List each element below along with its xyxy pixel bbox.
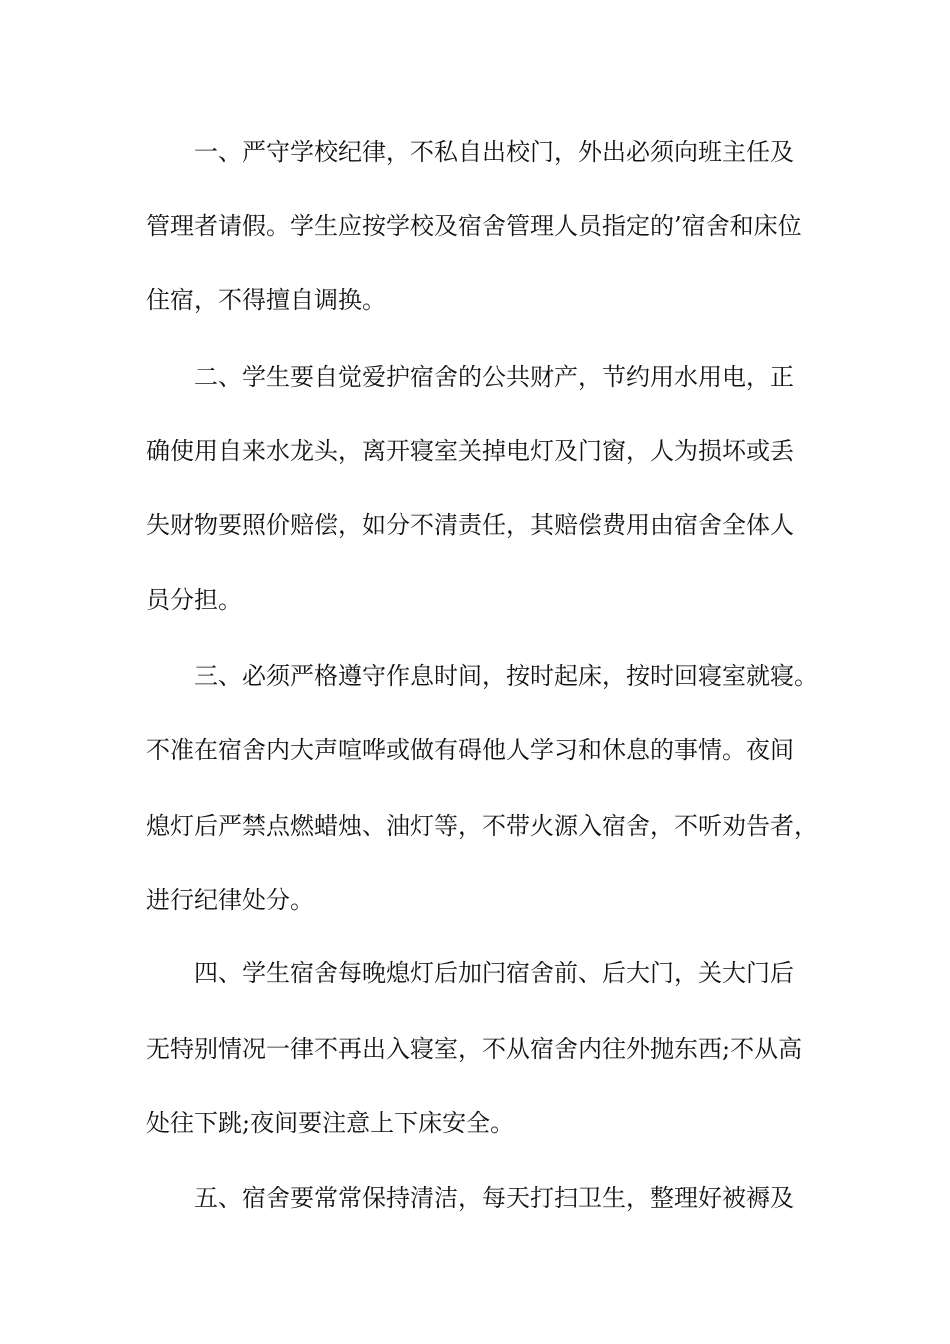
rule-4-line-3: 处往下跳;夜间要注意上下床安全。 [146, 1109, 515, 1137]
rule-2-line-1: 二、学生要自觉爱护宿舍的公共财产，节约用水用电，正 [194, 363, 794, 391]
rule-1-line-1: 一、严守学校纪律，不私自出校门，外出必须向班主任及 [194, 138, 794, 166]
rule-5-line-1: 五、宿舍要常常保持清洁，每天打扫卫生，整理好被褥及 [194, 1184, 794, 1212]
rule-4-line-1: 四、学生宿舍每晚熄灯后加闩宿舍前、后大门，关大门后 [194, 959, 794, 987]
rule-3-line-1: 三、必须严格遵守作息时间，按时起床，按时回寝室就寝。 [194, 662, 818, 690]
rule-2-line-2: 确使用自来水龙头，离开寝室关掉电灯及门窗，人为损坏或丢 [146, 437, 794, 465]
rule-3-line-4: 进行纪律处分。 [146, 886, 314, 914]
rule-2-line-3: 失财物要照价赔偿，如分不清责任，其赔偿费用由宿舍全体人 [146, 511, 794, 539]
rule-4-line-2: 无特别情况一律不再出入寝室，不从宿舍内往外抛东西;不从高 [146, 1035, 803, 1063]
rule-3-line-3: 熄灯后严禁点燃蜡烛、油灯等，不带火源入宿舍，不听劝告者， [146, 812, 818, 840]
rule-2-line-4: 员分担。 [146, 586, 242, 614]
rule-1-line-2: 管理者请假。学生应按学校及宿舍管理人员指定的’宿舍和床位 [146, 212, 802, 240]
rule-1-line-3: 住宿，不得擅自调换。 [146, 286, 386, 314]
rule-3-line-2: 不准在宿舍内大声喧哗或做有碍他人学习和休息的事情。夜间 [146, 736, 794, 764]
